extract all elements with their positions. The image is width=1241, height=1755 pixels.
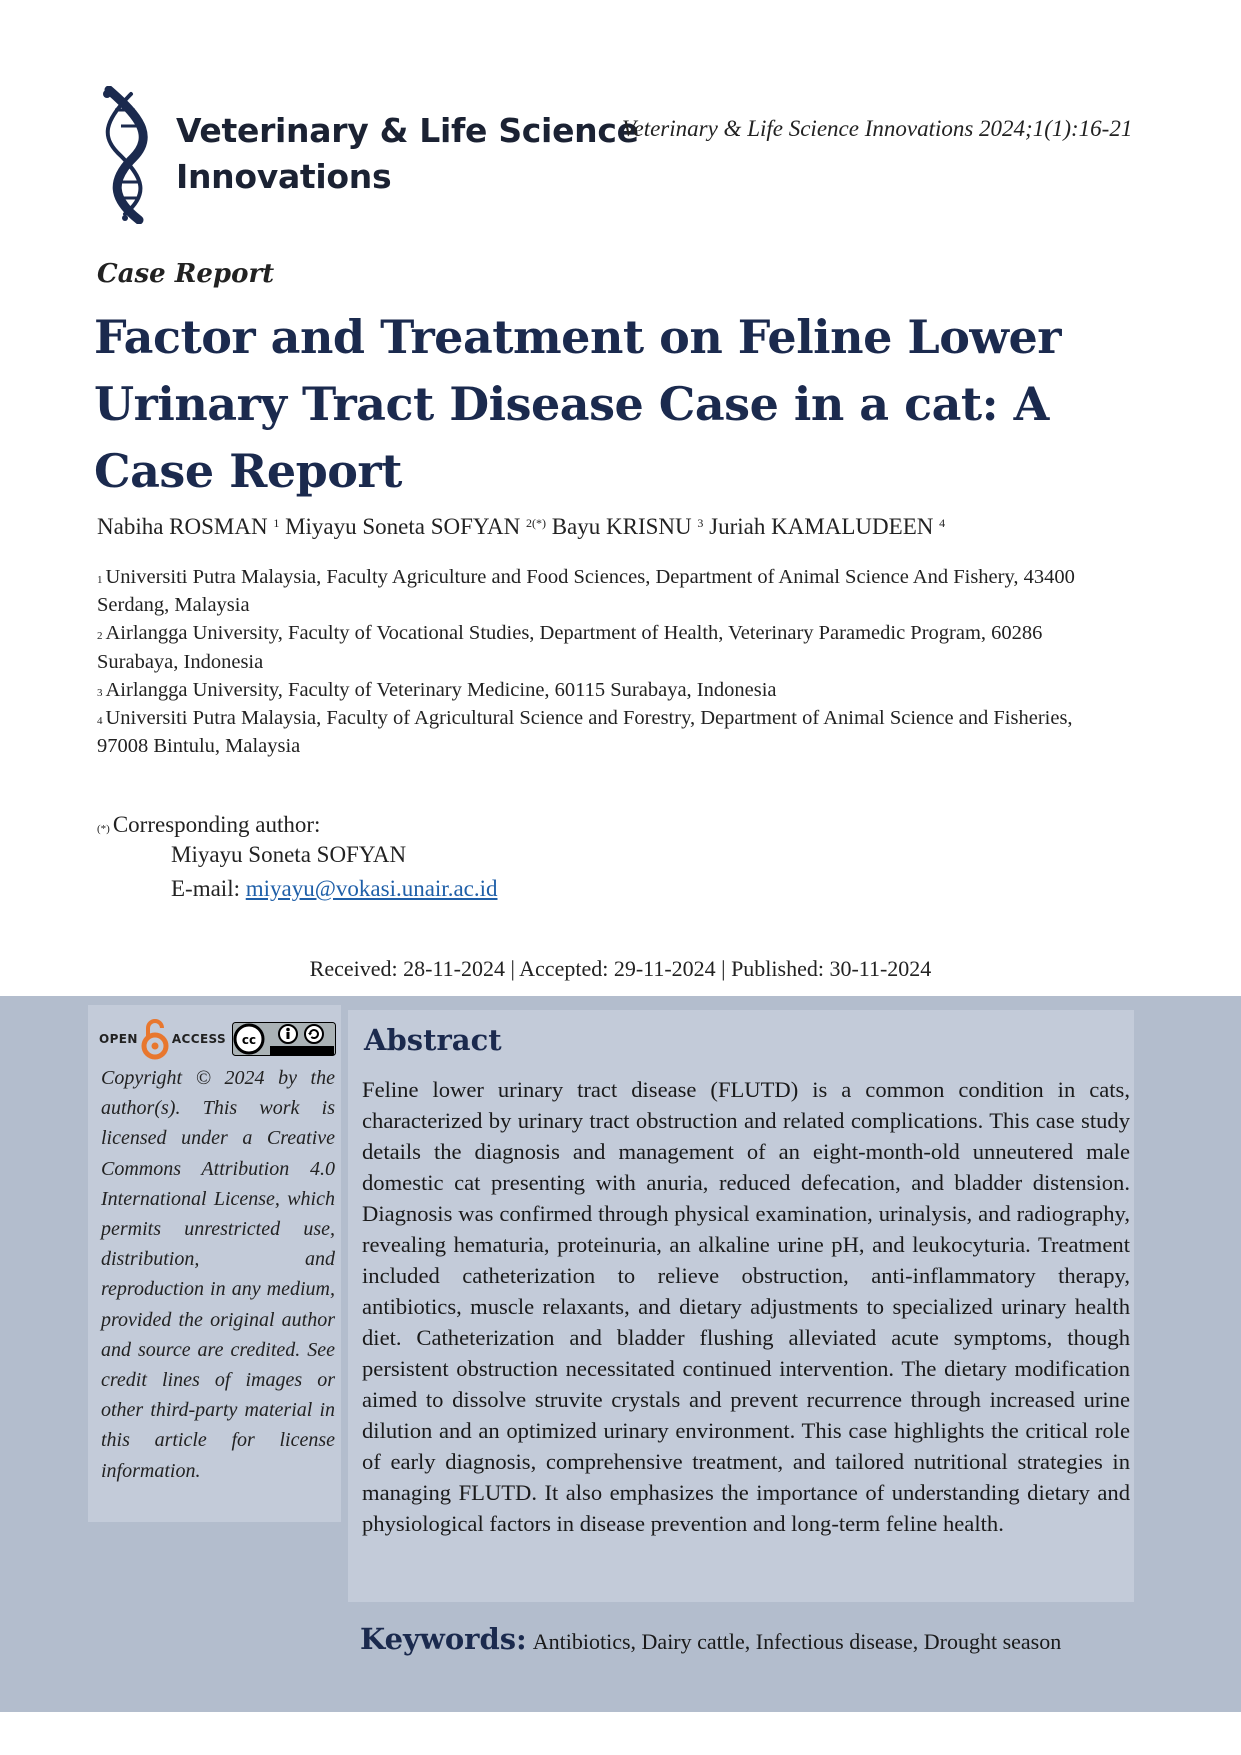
affiliation-list xyxy=(97,563,1097,760)
affiliation-text: Airlangga University, Faculty of Veterinary Medicine, 60115 Surabaya, Indonesia xyxy=(105,678,777,701)
affiliation-number: 2 xyxy=(97,630,103,643)
journal-name-line2: Innovations xyxy=(176,157,392,196)
citation: Veterinary & Life Science Innovations 2024;1(1):16-21 xyxy=(622,116,1133,141)
affiliation-text: Universiti Putra Malaysia, Faculty Agriculture and Food Sciences, Department of Animal Science And Fishery, 43400 Serdang, Malaysia xyxy=(97,566,1075,617)
affiliation-number: 1 xyxy=(97,574,103,586)
affiliation-number: 3 xyxy=(97,686,103,699)
open-access-lock-icon xyxy=(140,1018,170,1060)
keywords-label: Keywords: xyxy=(360,1622,527,1656)
journal-name xyxy=(176,108,639,200)
publication-dates: Received: 28-11-2024 | Accepted: 29-11-2024 | Published: 30-11-2024 xyxy=(309,956,932,981)
article-title: Factor and Treatment on Feline Lower Urinary Tract Disease Case in a cat: A Case Report xyxy=(94,310,1062,498)
copyright-notice: Copyright © 2024 by the author(s). This work is licensed under a Creative Commons Attribution 4.0 International License, which permits unrestricted use, distribution, and reproduction in any medium, provided the original author and source are credited. See credit lines of images or other third-party material in this article for license information. xyxy=(101,1067,335,1482)
corresponding-marker: (*) xyxy=(97,823,110,835)
author-name: Miyayu Soneta SOFYAN xyxy=(285,514,521,539)
journal-name-line1: Veterinary & Life Science xyxy=(176,111,639,150)
affiliation-item xyxy=(97,563,1097,619)
author-name: Nabiha ROSMAN xyxy=(97,514,268,539)
corresponding-author-name: Miyayu Soneta SOFYAN xyxy=(171,842,407,867)
affiliation-text: Universiti Putra Malaysia, Faculty of Agricultural Science and Forestry, Department of Animal Science and Fisheries, 97008 Bintulu, Malaysia xyxy=(97,707,1073,758)
open-label: OPEN xyxy=(99,1032,138,1046)
affiliation-text: Airlangga University, Faculty of Vocational Studies, Department of Health, Veterinary Paramedic Program, 60286 Surabaya, Indonesia xyxy=(97,622,1043,673)
affiliation-item xyxy=(97,676,1097,704)
affiliation-number: 4 xyxy=(97,715,103,728)
keywords-text: Antibiotics, Dairy cattle, Infectious disease, Drought season xyxy=(532,1629,1062,1654)
access-label: ACCESS xyxy=(171,1032,227,1046)
author-list xyxy=(97,514,945,540)
article-type: Case Report xyxy=(97,259,275,289)
email-label: E-mail: xyxy=(171,876,240,901)
corresponding-email xyxy=(171,876,498,902)
author-affiliation-marker: 2(*) xyxy=(525,516,546,530)
cc-by-sa-icon xyxy=(232,1022,336,1056)
author-affiliation-marker: 1 xyxy=(273,516,280,530)
abstract-text: Feline lower urinary tract disease (FLUTD) is a common condition in cats, characterized by urinary tract obstruction and related complications. This case study details the diagnosis and management of an eight-month-old unneutered male domestic cat presenting with anuria, reduced defecation, and bladder distension. Diagnosis was confirmed through physical examination, urinalysis, and radiography, revealing hematuria, proteinuria, an alkaline urine pH, and leukocyturia. Treatment included catheterization to relieve obstruction, anti-inflammatory therapy, antibiotics, muscle relaxants, and dietary adjustments to specialized urinary health diet. Catheterization and bladder flushing alleviated acute symptoms, though persistent obstruction necessitated continued intervention. The dietary modification aimed to dissolve struvite crystals and prevent recurrence through increased urine dilution and an optimized urinary environment. This case highlights the critical role of early diagnosis, comprehensive treatment, and tailored nutritional strategies in managing FLUTD. It also emphasizes the importance of understanding dietary and physiological factors in disease prevention and long-term feline health. xyxy=(362,1077,1130,1536)
author-affiliation-marker: 3 xyxy=(697,516,704,530)
author-affiliation-marker: 4 xyxy=(939,516,946,530)
author-name: Bayu KRISNU xyxy=(551,514,692,539)
corresponding-label-text: Corresponding author: xyxy=(112,812,321,837)
journal-logo-icon xyxy=(95,86,163,224)
keywords xyxy=(360,1622,1061,1656)
author-name: Juriah KAMALUDEEN xyxy=(709,514,934,539)
abstract-heading: Abstract xyxy=(364,1023,502,1057)
affiliation-item xyxy=(97,619,1097,675)
svg-text:cc: cc xyxy=(241,1033,257,1047)
corresponding-author-label xyxy=(97,808,320,842)
open-access-badge xyxy=(99,1018,336,1060)
affiliation-item xyxy=(97,704,1097,760)
email-link[interactable]: miyayu@vokasi.unair.ac.id xyxy=(245,876,498,901)
